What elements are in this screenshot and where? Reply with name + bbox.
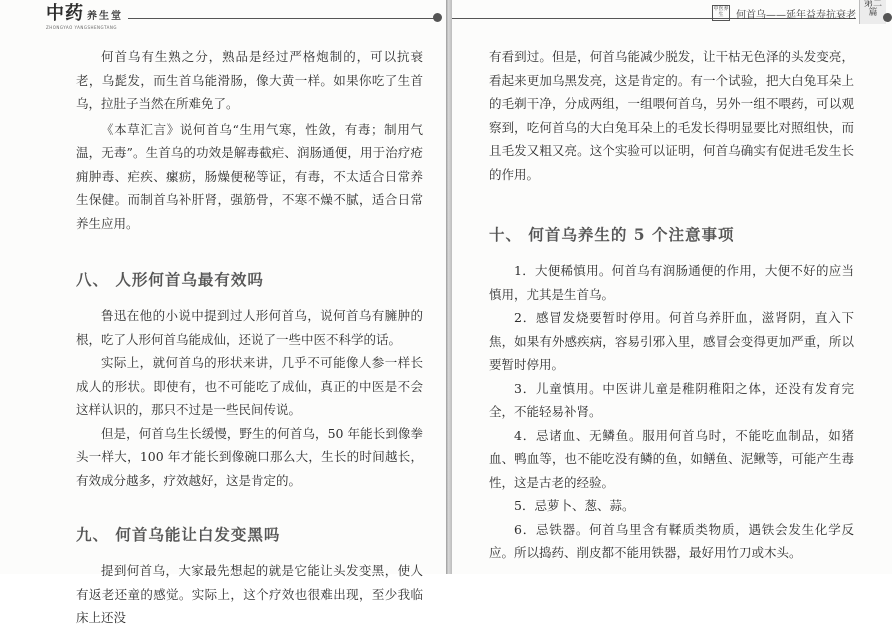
paragraph: 鲁迅在他的小说中提到过人形何首乌，说何首乌有臃肿的根，吃了人形何首乌能成仙，还说了一些中医不科学的话。 — [76, 308, 423, 347]
list-item: 6．忌铁器。何首乌里含有鞣质类物质，遇铁会发生化学反应。所以捣药、削皮都不能用铁器，最好用竹刀或木头。 — [489, 521, 854, 560]
paragraph: 何首乌有生熟之分，熟品是经过严格炮制的，可以抗衰老，乌髭发，而生首乌能滑肠，像大黄一样。如果你吃了生首乌，拉肚子当然在所难免了。 — [76, 49, 423, 111]
section-heading-9: 九、 何首乌能让白发变黑吗 — [76, 525, 281, 544]
list-item: 3．儿童慎用。中医讲儿童是稚阴稚阳之体，还没有发育完全，不能轻易补肾。 — [489, 380, 854, 419]
left-body — [76, 45, 423, 630]
left-page — [0, 0, 446, 625]
section-heading-8: 八、 人形何首乌最有效吗 — [76, 270, 264, 289]
right-body — [489, 45, 854, 565]
paragraph: 实际上，就何首乌的形状来讲，几乎不可能像人参一样长成人的形状。即使有，也不可能吃了成仙，真正的中医是不会这样认识的，那只不过是一些民间传说。 — [76, 355, 423, 417]
part-tab: 第二篇 — [859, 0, 886, 24]
corner-dot-icon — [433, 13, 442, 22]
list-item: 5．忌萝卜、葱、蒜。 — [514, 498, 635, 513]
paragraph: 《本草汇言》说何首乌“生用气寒，性敛，有毒；制用气温，无毒”。生首乌的功效是解毒截疟、润肠通便，用于治疗疮痈肿毒、疟疾、瘰疬，肠燥便秘等证，有毒，不太适合日常养生保健。而制首乌补肝肾，强筋骨，不寒不燥不腻，适合日常养生应用。 — [76, 121, 423, 231]
section-heading-10: 十、 何首乌养生的 5 个注意事项 — [489, 225, 735, 244]
paragraph: 但是，何首乌生长缓慢，野生的何首乌，50 年能长到像拳头一样大，100 年才能长到像碗口那么大，生长的时间越长，有效成分越多，疗效越好，这是肯定的。 — [76, 425, 423, 488]
logo-main-text: 中药 — [46, 3, 84, 24]
logo-sub-text: 养生堂 — [87, 11, 123, 22]
seal-icon: 中医养生 — [712, 5, 730, 21]
header-rule — [128, 18, 440, 19]
list-item: 1．大便稀慎用。何首乌有润肠通便的作用，大便不好的应当慎用，尤其是生首乌。 — [489, 263, 854, 302]
running-header — [712, 5, 856, 21]
paragraph: 有看到过。但是，何首乌能减少脱发，让干枯无色泽的头发变亮，看起来更加乌黑发亮，这是肯定的。有一个试验，把大白兔耳朵上的毛剃干净，分成两组，一组喂何首乌，另外一组不喂药，可以观察到，吃何首乌的大白兔耳朵上的毛发长得明显要比对照组快，而且毛发又粗又亮。这个实验可以证明，何首乌确实有促进毛发生长的作用。 — [489, 49, 854, 182]
running-title: 何首乌——延年益寿抗衰老 — [736, 9, 856, 21]
list-item: 2．感冒发烧要暂时停用。何首乌养肝血，滋肾阴，直入下焦，如果有外感疾病，容易引邪入里，感冒会变得更加严重，所以要暂时停用。 — [489, 310, 854, 372]
right-page — [452, 0, 892, 574]
paragraph: 提到何首乌，大家最先想起的就是它能让头发变黑，使人有返老还童的感觉。实际上，这个疗效也很难出现，至少我临床上还没 — [76, 563, 423, 625]
book-logo — [46, 4, 123, 24]
corner-dot-icon — [883, 13, 892, 22]
list-item: 4．忌诸血、无鳞鱼。服用何首乌时，不能吃血制品，如猪血、鸭血等，也不能吃没有鳞的鱼，如鳝鱼、泥鳅等，可能产生毒性，这是古老的经验。 — [489, 427, 854, 490]
logo-pinyin: ZHONGYAO YANGSHENGTANG — [46, 25, 117, 30]
